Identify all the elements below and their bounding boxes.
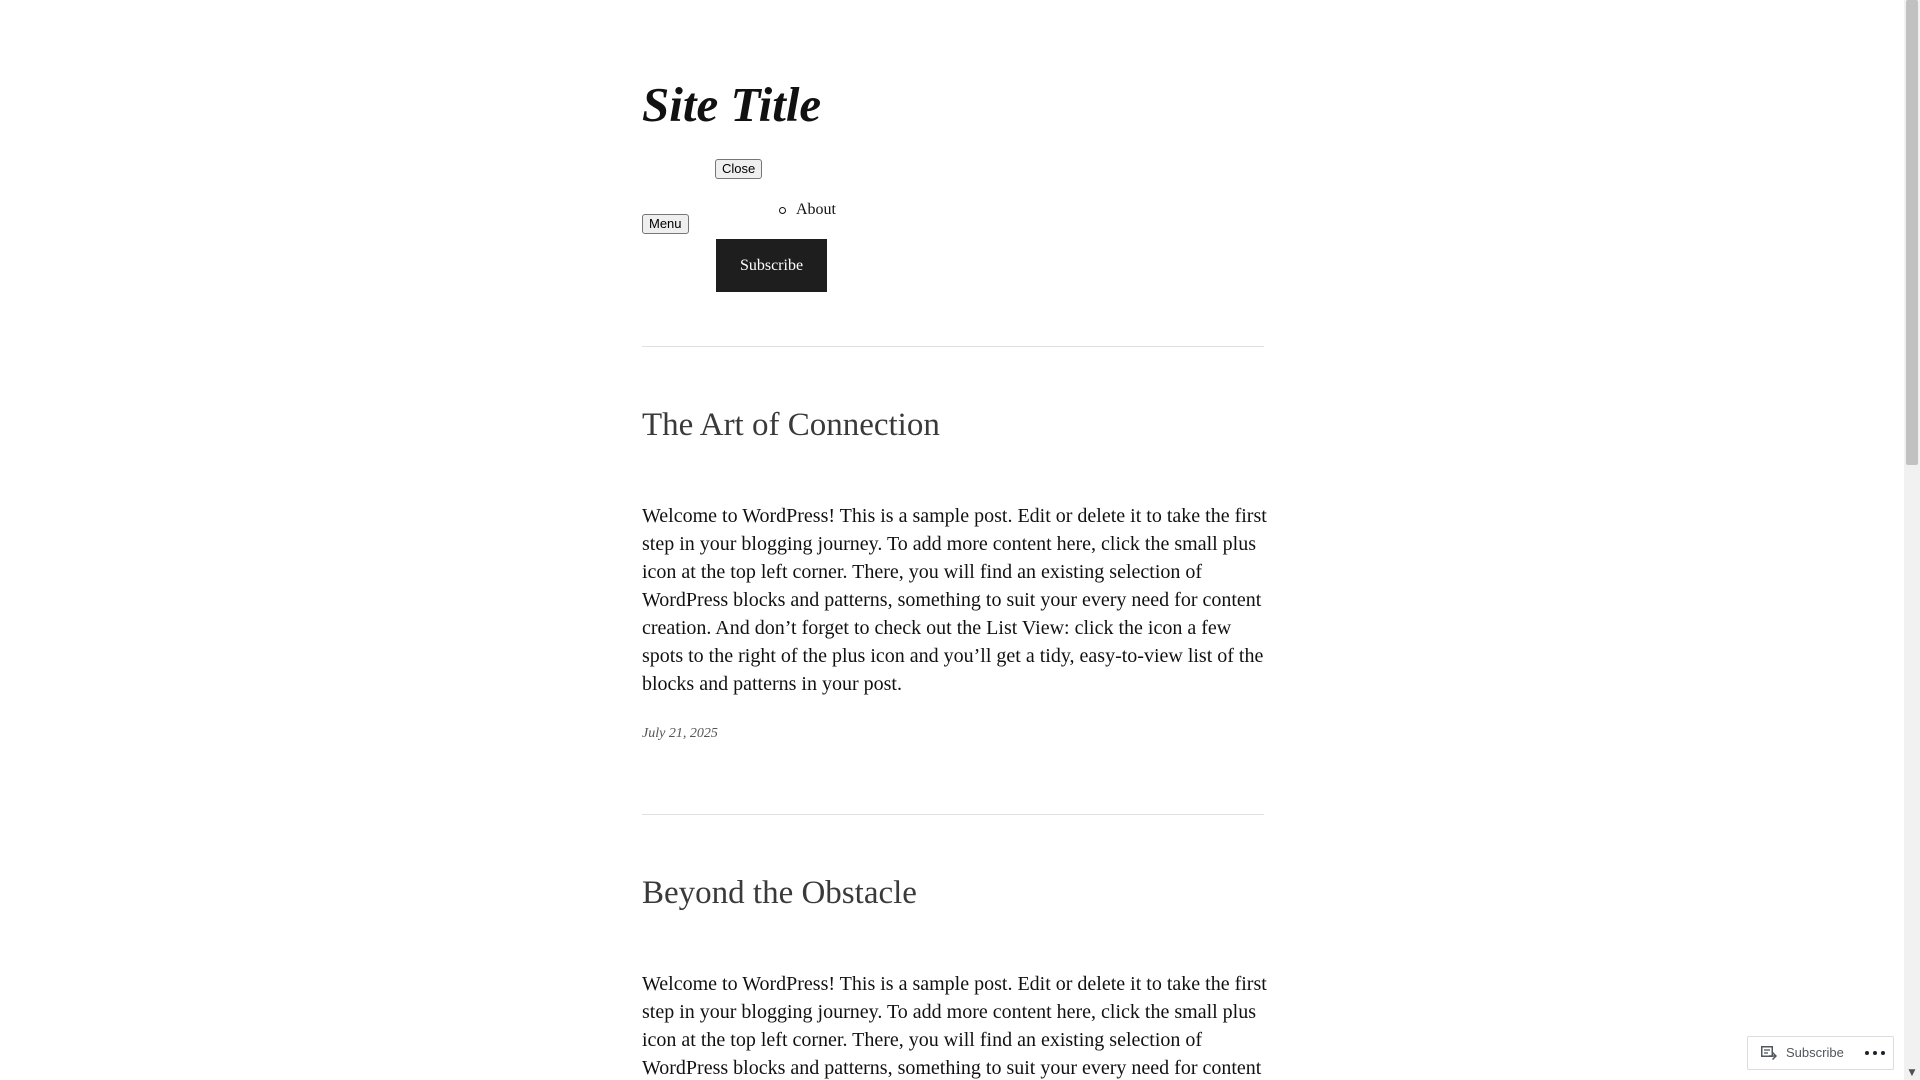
subscribe-button[interactable]: Subscribe — [716, 239, 827, 292]
site-title[interactable]: Site Title — [642, 77, 822, 132]
floating-subscribe-button[interactable] — [1748, 1037, 1850, 1069]
scroll-down-arrow-icon[interactable]: ▼ — [1908, 1068, 1916, 1078]
post-separator — [642, 814, 1264, 815]
post-excerpt: Welcome to WordPress! This is a sample post. Edit or delete it to take the first step in your blogging journey. To add more content here, click the small plus icon at the top left corner. There, you will find an existing selection of WordPress blocks and patterns, something to suit your every need for content creation. And don’t forget to check out the List View: click the icon a few spots to the right of the plus icon and you’ll get a tidy, easy-to-view list of the blocks and patterns in your post. — [642, 505, 1267, 695]
close-menu-button[interactable]: Close — [715, 159, 762, 179]
post-title[interactable]: The Art of Connection — [642, 407, 940, 443]
floating-subscribe-label: Subscribe — [1786, 1045, 1844, 1060]
scrollbar-thumb[interactable] — [1906, 0, 1918, 465]
reader-icon — [1761, 1046, 1777, 1060]
vertical-scrollbar[interactable] — [1904, 0, 1920, 1080]
nav-item-about — [796, 199, 836, 221]
more-options-button[interactable] — [1858, 1037, 1892, 1069]
floating-action-bar — [1747, 1036, 1894, 1070]
menu-button[interactable]: Menu — [642, 214, 689, 234]
post-excerpt: Welcome to WordPress! This is a sample post. Edit or delete it to take the first step in your blogging journey. To add more content here, click the small plus icon at the top left corner. There, you will find an existing selection of WordPress blocks and patterns, something to suit your every need for content — [642, 973, 1267, 1079]
post-title[interactable]: Beyond the Obstacle — [642, 875, 917, 911]
post-date[interactable]: July 21, 2025 — [642, 726, 718, 741]
nav-link-about[interactable]: About — [796, 201, 836, 218]
navigation-menu — [796, 199, 836, 221]
circle-bullet-icon — [779, 207, 786, 214]
post-separator — [642, 346, 1264, 347]
